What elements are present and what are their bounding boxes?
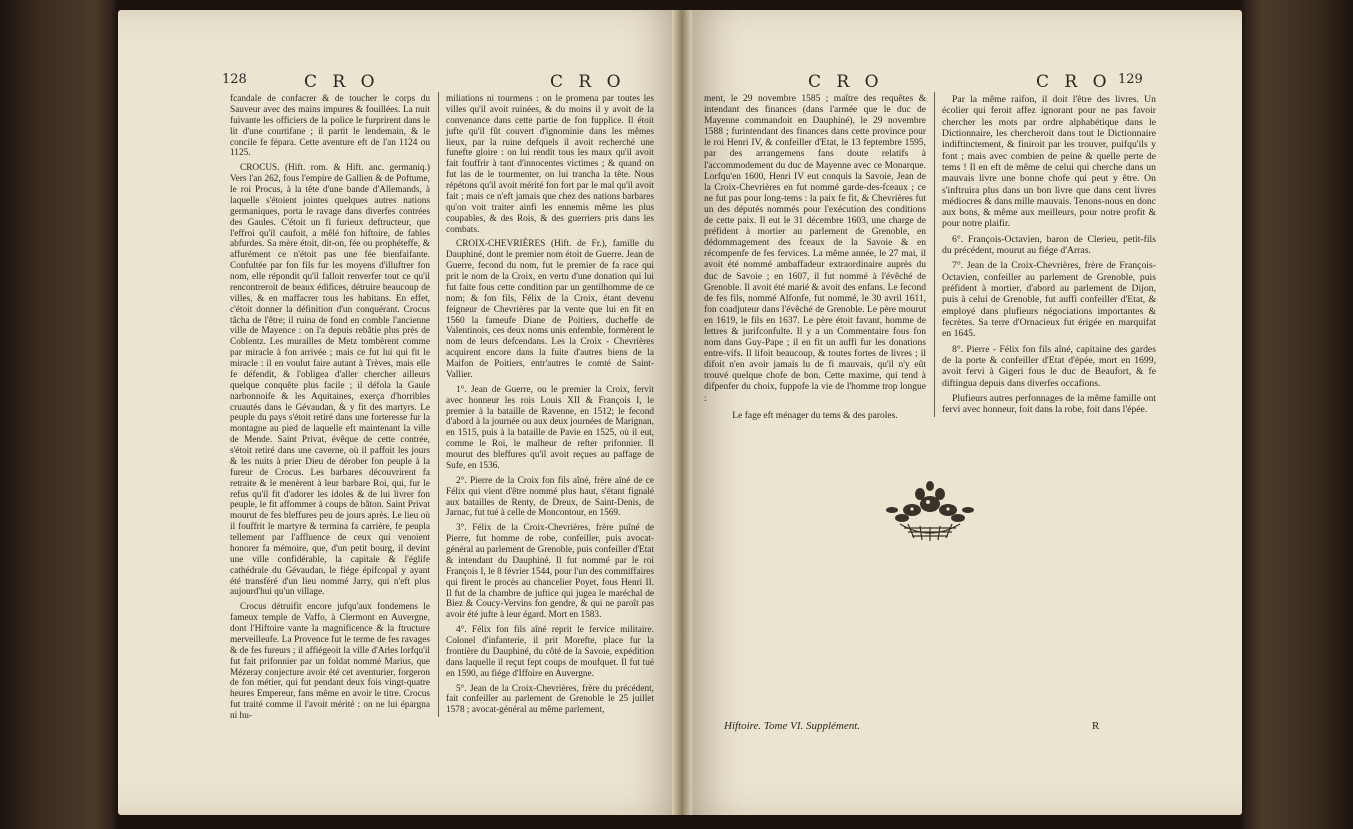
signature-mark: R — [1092, 720, 1100, 732]
paragraph: 7°. Jean de la Croix-Chevrières, frère de François-Octavien, confeiller au parlement de Grenoble, puis préfident à mortier, d'abord au parlement de Dijon, puis à celui de Grenoble, fut auffi confeiller d'Etat, & employé dans plufieurs négociations importantes & fecrètes. Sa terre d'Ornacieux fut érigée en marquifat en 1645. — [942, 260, 1156, 340]
paragraph: miliations ni tourmens : on le promena par toutes les villes qu'il avoit ruinées, & du moins il y avoit de la convenance dans cette partie de fon fupplice. Il étoit jufte qu'il fût couvert d'ignominie dans les mêmes lieux, par la ruine defquels il avoit recherché une funefte gloire : on lui rendit tous les maux qu'il avoit fait fouffrir à tant d'innocentes victimes ; & quand on fut las de le tourmenter, on lui trancha la tête. Nous répétons qu'il avoit mérité fon fort par le mal qu'il avoit fait ; mais ce n'eft jamais que chez des nations barbares qu'on voit traiter ainfi les ennemis même les plus coupables, & des Rois, & des guerriers pris dans les combats. — [446, 94, 654, 235]
paragraph: 4°. Félix fon fils aîné reprit le fervice militaire. Colonel d'infanterie, il prit Morefte, place fur la frontière du Dauphiné, du côté de la Savoie, expédition dans laquelle il reçut fept coups de moufquet. Il fut tué en 1590, au fiége d'Iffoire en Auvergne. — [446, 625, 654, 679]
paragraph: Crocus détruifit encore jufqu'aux fondemens le fameux temple de Vaffo, à Clermont en Auvergne, dont l'Hiftoire vante la magnificence & la ftructure merveilleufe. La Provence fut le terme de fes ravages & de fes fureurs ; il affiégeoit la ville d'Arles lorfqu'il fut fait prifonnier par un foldat nommé Marius, que Mézeray conjecture avoir été cet aventurier, forgeron de fon métier, qui fut pendant deux fois vingt-quatre heures Empereur, fans même en avoir le titre. Crocus fut traité comme il l'avoit mérité : on ne lui épargna ni hu- — [230, 602, 430, 721]
left-page — [118, 10, 690, 815]
right-column-rule — [934, 92, 935, 417]
basket-vignette-ornament — [882, 480, 978, 546]
paragraph: 6°. François-Octavien, baron de Clerieu, petit-fils du précédent, mourut au fiége d'Arras. — [942, 233, 1156, 257]
paragraph: CROIX-CHEVRIÈRES (Hift. de Fr.), famille du Dauphiné, dont le premier nom étoit de Guerre. Jean de Guerre, fecond du nom, fut le premier de fa race qui prit le nom de la Croix, en vertu d'une donation qui lui fut faite fous cette condition par un gentilhomme de ce nom; & fon fils, Félix de la Croix, étant devenu feigneur de Chevrières par la vente que lui en fit en 1560 la fameufe Diane de Poitiers, ducheffe de Valentinois, ces deux noms unis enfemble, formèrent le nom de leurs defcendans. Les la Croix - Chevrières acquirent encore dans la fuite d'autres biens de la Maifon de Poitiers, entr'autres le comté de Saint-Vallier. — [446, 239, 654, 380]
right-running-head-2: C R O — [1036, 72, 1112, 92]
left-column-1 — [230, 94, 430, 722]
paragraph: 3°. Félix de la Croix-Chevrières, frère puîné de Pierre, fut homme de robe, confeiller, puis avocat-général au parlement de Grenoble, puis confeiller d'Etat & intendant du Dauphiné. Il fut nommé par le roi François I, le 8 février 1544, pour l'un des commiffaires qui firent le procès au chancelier Poyet, fous Henri II. Il fut de la chambre de juftice qui jugea le maréchal de Biez & Coucy-Vervins fon gendre, & qui ne paroît pas avoir été jufte à leur égard. Mort en 1583. — [446, 523, 654, 621]
left-running-head-2: C R O — [550, 72, 626, 92]
paragraph: Le fage eft ménager du tems & des paroles. — [732, 410, 898, 421]
paragraph: 8°. Pierre - Félix fon fils aîné, capitaine des gardes de la porte & confeiller d'Etat d'épée, mort en 1699, avoit fervi à Gigeri fous le duc de Beaufort, & fe diftingua depuis dans diverfes occafions. — [942, 343, 1156, 389]
paragraph: Par la même raifon, il doit l'être des livres. Un écolier qui feroit affez ignorant pour ne pas favoir chercher les mots par ordre alphabétique dans le Dictionnaire, les chercheroit dans tout le Dictionnaire indiftinctement, & finiroit par les trouver, puifqu'ils y font ; mais avec combien de peine & quelle perte de tems ! Il en eft de même de celui qui cherche dans un mauvais livre une bonne chofe qui peut y être. On s'inftruira plus dans un bon livre que dans cent livres médiocres & dans mille mauvais. Tenons-nous en donc aux bons, & même aux meilleurs, pour notre profit & pour notre plaifir. — [942, 94, 1156, 230]
right-page — [680, 10, 1242, 815]
left-page-number: 128 — [222, 72, 247, 87]
right-column-2 — [942, 94, 1156, 415]
right-page-number: 129 — [1118, 72, 1143, 87]
right-column-1 — [704, 94, 926, 422]
left-running-head-1: C R O — [304, 72, 380, 92]
right-running-head-1: C R O — [808, 72, 884, 92]
left-column-2 — [446, 94, 654, 716]
footer-volume-title: Hiftoire. Tome VI. Supplément. — [724, 720, 861, 732]
paragraph: 2°. Pierre de la Croix fon fils aîné, frère aîné de ce Félix qui vient d'être nommé plus haut, s'étant fignalé aux batailles de Renty, de Dreux, de Saint-Denis, de Jarnac, fut tué à celle de Moncontour, en 1569. — [446, 475, 654, 519]
paragraph: CROCUS. (Hift. rom. & Hift. anc. germaniq.) Vers l'an 262, fous l'empire de Gallien & de Poftume, le roi Procus, à la tête d'une bande d'Allemands, à laquelle s'étoient jointes quelques autres nations germaniques, porta le ravage dans diverfes contrées des Gaules. C'étoit un fi furieux deftructeur, que l'effroi qu'il caufoit, a mêlé fon hiftoire, de fables abfurdes. Sa mère étoit, dit-on, fée ou prophéteffe, & affurément ce n'étoit pas une fée bienfaifante. Confultée par fon fils fur les moyens d'illuftrer fon nom, elle répondit qu'il falloit renverfer tout ce qu'il rencontreroit de beaux édifices, détruire beaucoup de villes, & en maffacrer tous les habitans. En effet, c'étoit donner la définition d'un conquérant. Crocus tâcha de l'être; il ruina de fond en comble l'ancienne ville de Mayence : on l'a depuis rebâtie plus près de Coblentz. Les murailles de Metz tombèrent comme par miracle à fon arrivée ; mais ce fut lui qui fit le miracle : il en voulut faire autant à Trèves, mais elle fe défendit, & l'obligea d'aller chercher ailleurs quelque conquête plus facile ; il défola la Gaule narbonnoife & les Aquitaines, exerça d'horribles cruautés dans le Gévaudan, & y fit des martyrs. Le peuple du pays s'étoit retiré dans une forteresse fur la montagne au pied de laquelle eft maintenant la ville de Mende. Saint Privat, évêque de cette contrée, s'étoit retiré dans une caverne, où il paffoit les jours & les nuits à prier Dieu de dérober fon peuple à la fureur de Crocus. Les barbares découvrirent fa retraite & le menèrent à leur barbare Roi, qui, fur le refus qu'il fit d'adorer les idoles & de lui livrer fon peuple, le fit affommer à coups de bâton. Saint Privat mourut de fes bleffures peu de jours après. Le lieu où il fouffrit le martyre & termina fa carrière, fe peupla tellement par l'affluence de ceux qui venoient honorer fa mémoire, que, d'un petit bourg, il devint une ville confidérable, la capitale & l'églife cathédrale du Gévaudan, le fiége épifcopal y ayant été transféré d'un lieu nommé Jarry, qui n'eft plus aujourd'hui qu'un village. — [230, 163, 430, 598]
paragraph: Plufieurs autres perfonnages de la même famille ont fervi avec honneur, foit dans la robe, foit dans l'épée. — [942, 392, 1156, 416]
paragraph: 1°. Jean de Guerre, ou le premier la Croix, fervit avec honneur les rois Louis XII & François I, le premier à la bataille de Ravenne, en 1512; le fecond d'abord à la journée ou aux deux journées de Marignan, en 1515, puis à la bataille de Pavie en 1525, où il eut, comme le Roi, le malheur de refter prifonnier. Il mourut des bleffures qu'il avoit reçues au paffage de Sufe, en 1536. — [446, 384, 654, 471]
book-gutter — [672, 10, 692, 815]
paragraph: 5°. Jean de la Croix-Chevrières, frère du précédent, fait confeiller au parlement de Grenoble le 25 juillet 1578 ; avocat-général au même parlement, — [446, 683, 654, 716]
paragraph: fcandale de confacrer & de toucher le corps du Sauveur avec des mains impures & fouillées. La nuit fuivante les officiers de la police le furprirent dans le lit d'une courtifane ; il partit le lendemain, & le concile fe fépara. Cette aventure eft de l'an 1124 ou 1125. — [230, 94, 430, 159]
paragraph: ment, le 29 novembre 1585 ; maître des requêtes & intendant des finances (dans l'armée que le duc de Mayenne commandoit en Dauphiné), le 29 novembre 1588 ; furintendant des finances dans cette province pour le roi Henri IV, & confeiller d'Etat, le 13 feptembre 1595, par des arrangemens fans doute relatifs à l'accommodement du duc de Mayenne avec ce Monarque. Lorfqu'en 1600, Henri IV eut conquis la Savoie, Jean de la Croix-Chevrières en fut nommé garde-des-fceaux ; ce ne fut pas pour long-tems : la paix fe fit, & Chevrières fut un des députés nommés pour l'exécution des conditions de cette paix. Il eut le 31 décembre 1603, une charge de préfident à mortier au parlement de Grenoble, en dédommagement des fceaux de la Savoie & en récompenfe de fes fervices. La même année, le 27 mai, il avoit été nommé ambaffadeur extraordinaire auprès du duc de Savoie ; en 1607, il fut nommé à l'évêché de Grenoble. Il avoit été marié & avoit des enfans. Le fecond de fes fils, nommé Alfonfe, fut nommé, le 30 avril 1611, fon coadjuteur dans l'évêché de Grenoble. Le père mourut en 1619, le fils en 1637. Le père étoit favant, homme de lettres & jurifconfulte. Il y a un Commentaire fous fon nom dans Guy-Pape ; il en fit un auffi fur les donations entre-vifs. Il lifoit beaucoup, & toutes fortes de livres ; il difoit n'en avoir jamais lu de fi mauvais, qu'il n'y eût trouvé quelque chofe de bon. Cette maxime, qui tend à difpenfer du choix, fuppofe la vie de l'homme trop longue : — [704, 94, 926, 404]
left-column-rule — [438, 92, 439, 717]
